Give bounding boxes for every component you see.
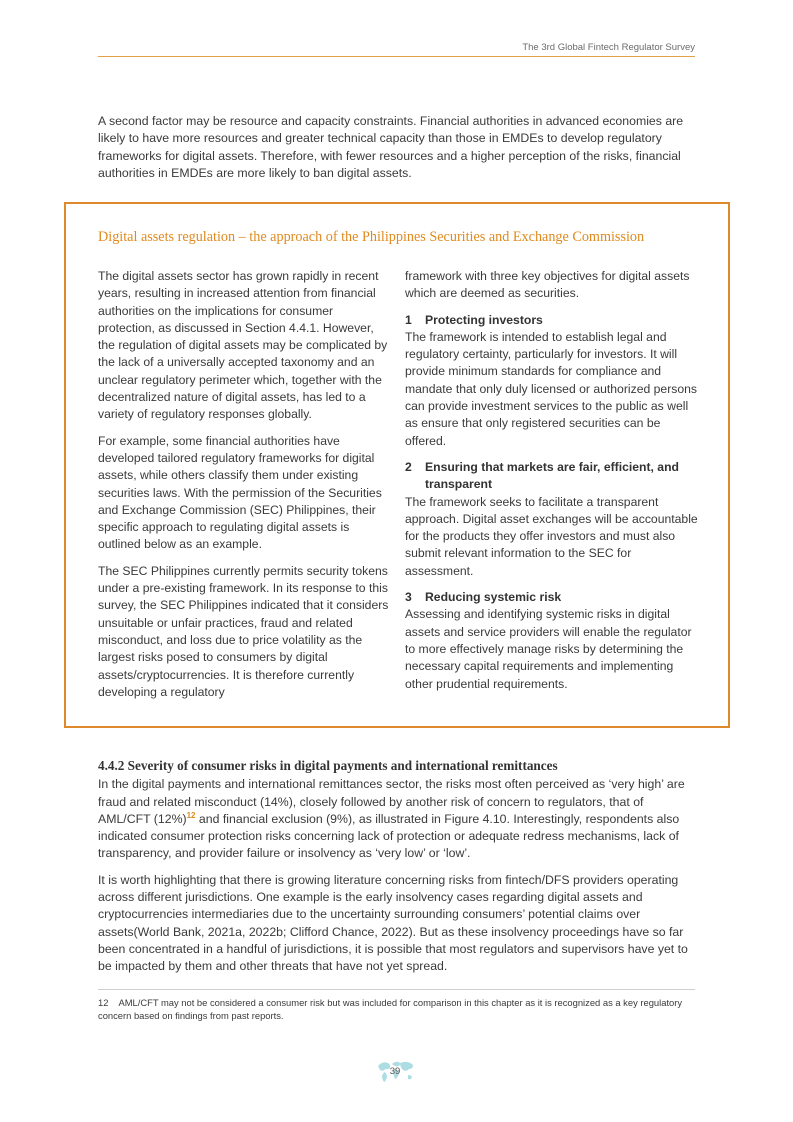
box-paragraph: The digital assets sector has grown rapidly in recent years, resulting in increased attention from financial authorities on the implications for consumer protection, as discussed in Section 4.4.1. However, the regulation of digital assets may be complicated by the lack of a universally accepted taxonomy and an unclear regulatory perimeter which, together with the decentralized nature of digital assets, has led to a variety of regulatory responses globally. (98, 269, 388, 422)
objective-title: Protecting investors (425, 312, 543, 327)
objective-body: The framework seeks to facilitate a transparent approach. Digital asset exchanges will be accountable for the products they offer investors and must also submit relevant information to the SEC for assessment. (405, 494, 698, 578)
section-paragraph: It is worth highlighting that there is growing literature concerning risks from fintech/DFS providers operating across different jurisdictions. One example is the early insolvency cases regarding digital assets and cryptocurrencies intermediaries due to the uncertainty surrounding consumers’ potential claims over assets(World Bank, 2021a, 2022b; Clifford Chance, 2022). But as these insolvency proceedings have so far been concentrated in a handful of jurisdictions, it is possible that most regulators and supervisors have yet to be impacted by them and other threats that have not yet spread. (98, 872, 688, 974)
box-paragraph: The SEC Philippines currently permits security tokens under a pre-existing framework. In its response to this survey, the SEC Philippines indicated that it considers unsuitable or unfair practices, fraud and related misconduct, and loss due to price volatility as the largest risks posed to consumers by digital assets/cryptocurrencies. It is therefore currently developing a regulatory (98, 563, 389, 699)
objective-heading (405, 459, 699, 494)
section-heading: 4.4.2 Severity of consumer risks in digital payments and international remittances (98, 758, 558, 773)
footnote-number: 12 (98, 997, 109, 1008)
section-4-4-2 (98, 757, 698, 985)
case-study-box (64, 202, 730, 728)
box-paragraph: For example, some financial authorities have developed tailored regulatory frameworks for digital assets, while others classify them under existing securities laws. With the permission of the Securities and Exchange Commission (SEC) Philippines, their specific approach to regulating digital assets is outlined below as an example. (98, 433, 382, 552)
objective-number: 3 (405, 590, 412, 605)
running-header: The 3rd Global Fintech Regulator Survey (522, 42, 695, 53)
objective-number: 1 (405, 312, 412, 327)
page-number: 39 (389, 1066, 401, 1077)
section-paragraph (98, 776, 698, 862)
paragraph-text: and financial exclusion (9%), as illustrated in Figure 4.10. Interestingly, respondents also indicated consumer protection risks concerning lack of protection or adequate redress mechanisms, lack of transparency, and provider failure or insolvency as ‘very low’ or ‘low’. (98, 811, 680, 861)
objective-body: Assessing and identifying systemic risks in digital assets and service providers will enable the regulator to more effectively manage risks by determining the necessary capital requirements and implementing other prudential requirements. (405, 607, 692, 691)
intro-paragraph: A second factor may be resource and capacity constraints. Financial authorities in advanced economies are likely to have more resources and greater technical capacity than those in EMDEs to develop regulatory frameworks for digital assets. Therefore, with fewer resources and a higher perception of the risks, financial authorities in EMDEs are more likely to ban digital assets. (98, 114, 684, 180)
footnote (98, 997, 698, 1022)
objective-item (405, 589, 699, 693)
header-divider (98, 56, 695, 57)
footnote-divider (98, 989, 695, 990)
paragraph-text: In the digital payments and international remittances sector, the risks most often perceived as ‘very high’ are fraud and related misconduct (14%), closely followed by another risk of concern to regulators, that of AML/CFT (12%) (98, 777, 685, 826)
objective-heading (405, 589, 699, 606)
objective-heading (405, 312, 699, 329)
objective-title: Ensuring that markets are fair, efficient, and transparent (425, 459, 679, 492)
objective-body: The framework is intended to establish legal and regulatory certainty, particularly for investors. It will provide minimum standards for compliance and mandate that only duly licensed or authorized persons can provide investment services to the public as well as ensure that only registered securities can be offered. (405, 329, 698, 448)
objective-number: 2 (405, 459, 412, 474)
objective-item (405, 312, 699, 450)
box-right-column (405, 268, 699, 702)
footnote-reference[interactable]: 12 (186, 810, 196, 820)
objective-title: Reducing systemic risk (425, 590, 562, 605)
objective-item (405, 459, 699, 580)
footnote-text: AML/CFT may not be considered a consumer risk but was included for comparison in this chapter as it is recognized as a key regulatory concern based on findings from past reports. (98, 997, 683, 1021)
box-paragraph: framework with three key objectives for digital assets which are deemed as securities. (405, 269, 690, 301)
box-title: Digital assets regulation – the approach of the Philippines Securities and Exchange Commission (98, 229, 645, 245)
box-left-column (98, 268, 390, 710)
